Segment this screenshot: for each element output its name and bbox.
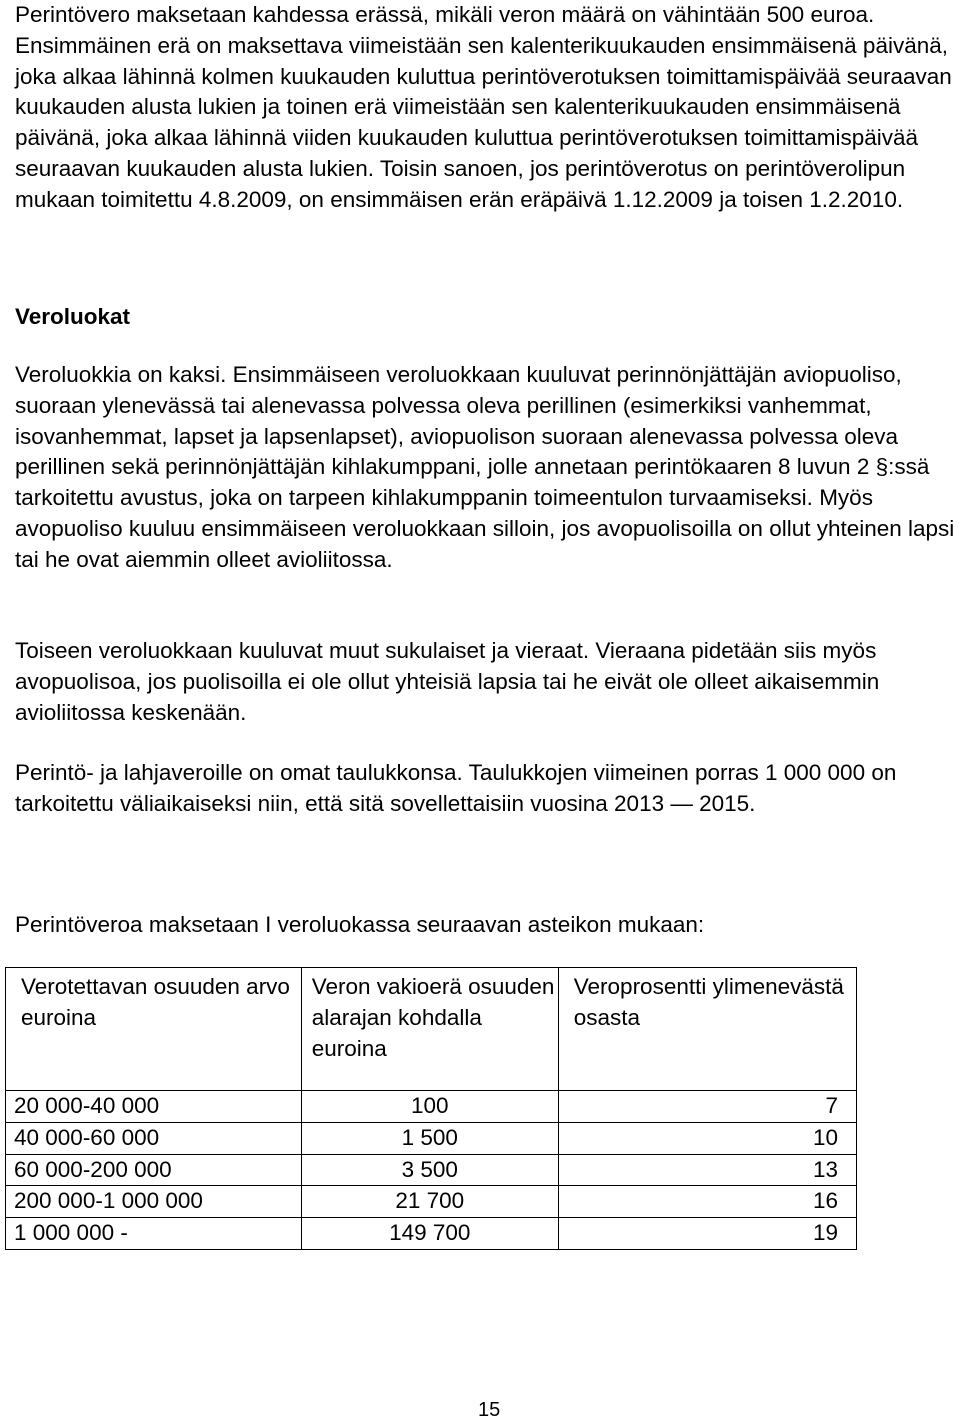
table-cell-percent: 10 [558,1122,856,1154]
table-cell-range: 60 000-200 000 [6,1154,302,1186]
table-row [6,1122,857,1154]
table-row [6,1218,857,1250]
table-row [6,1186,857,1218]
paragraph-payment-installments: Perintövero maksetaan kahdessa erässä, mikäli veron määrä on vähintään 500 euroa. Ensimmäinen erä on maksettava viimeistään sen kalenterikuukauden ensimmäisenä päivänä, joka alkaa lähinnä kolmen kuukauden kuluttua perintöverotuksen toimittamispäivää seuraavan kuukauden alusta lukien ja toinen erä viimeistään sen kalenterikuukauden ensimmäisenä päivänä, joka alkaa lähinnä viiden kuukauden kuluttua perintöverotuksen toimittamispäivää seuraavan kuukauden alusta lukien. Toisin sanoen, jos perintöverotus on perintöverolipun mukaan toimitettu 4.8.2009, on ensimmäisen erän eräpäivä 1.12.2009 ja toisen 1.2.2010. [15,2,952,212]
table-cell-base: 3 500 [301,1154,558,1186]
table-header-cell: Verotettavan osuuden arvo euroina [6,968,302,1091]
paragraph-tax-class-one: Veroluokkia on kaksi. Ensimmäiseen veroluokkaan kuuluvat perinnönjättäjän aviopuoliso, suoraan ylenevässä tai alenevassa polvessa oleva perillinen (esimerkiksi vanhemmat, isovanhemmat, lapset ja lapsenlapset), aviopuolison suoraan alenevassa polvessa oleva perillinen sekä perinnönjättäjän kihlakumppani, jolle annetaan perintökaaren 8 luvun 2 §:ssä tarkoitettu avustus, joka on tarpeen kihlakumppanin toimeentulon turvaamiseksi. Myös avopuoliso kuuluu ensimmäiseen veroluokkaan silloin, jos avopuolisoilla on ollut yhteinen lapsi tai he ovat aiemmin olleet avioliitossa. [15,362,955,572]
table-header-row [6,968,857,1091]
table-cell-range: 1 000 000 - [6,1218,302,1250]
table-cell-range: 200 000-1 000 000 [6,1186,302,1218]
table-cell-range: 20 000-40 000 [6,1091,302,1123]
table-row [6,1154,857,1186]
section-heading-veroluokat: Veroluokat [15,304,131,329]
paragraph-table-intro: Perintöveroa maksetaan I veroluokassa seuraavan asteikon mukaan: [15,912,705,937]
paragraph-tax-tables: Perintö- ja lahjaveroille on omat taulukkonsa. Taulukkojen viimeinen porras 1 000 000 on tarkoitettu väliaikaiseksi niin, että sitä sovellettaisiin vuosina 2013 — 2015. [15,760,897,816]
table-cell-base: 1 500 [301,1122,558,1154]
table-cell-base: 100 [301,1091,558,1123]
table-cell-base: 21 700 [301,1186,558,1218]
table-cell-percent: 7 [558,1091,856,1123]
tax-scale-table [5,967,857,1250]
table-header-cell: Veroprosentti ylimenevästä osasta [558,968,856,1091]
paragraph-tax-class-two: Toiseen veroluokkaan kuuluvat muut sukulaiset ja vieraat. Vieraana pidetään siis myös avopuolisoa, jos puolisoilla ei ole ollut yhteisiä lapsia tai he eivät ole olleet aikaisemmin avioliitossa keskenään. [15,638,880,725]
table-row [6,1091,857,1123]
table-cell-percent: 19 [558,1218,856,1250]
table-header-cell: Veron vakioerä osuuden alarajan kohdalla euroina [301,968,558,1091]
page-number: 15 [478,1399,501,1421]
table-cell-percent: 16 [558,1186,856,1218]
table-cell-percent: 13 [558,1154,856,1186]
table-cell-range: 40 000-60 000 [6,1122,302,1154]
table-cell-base: 149 700 [301,1218,558,1250]
